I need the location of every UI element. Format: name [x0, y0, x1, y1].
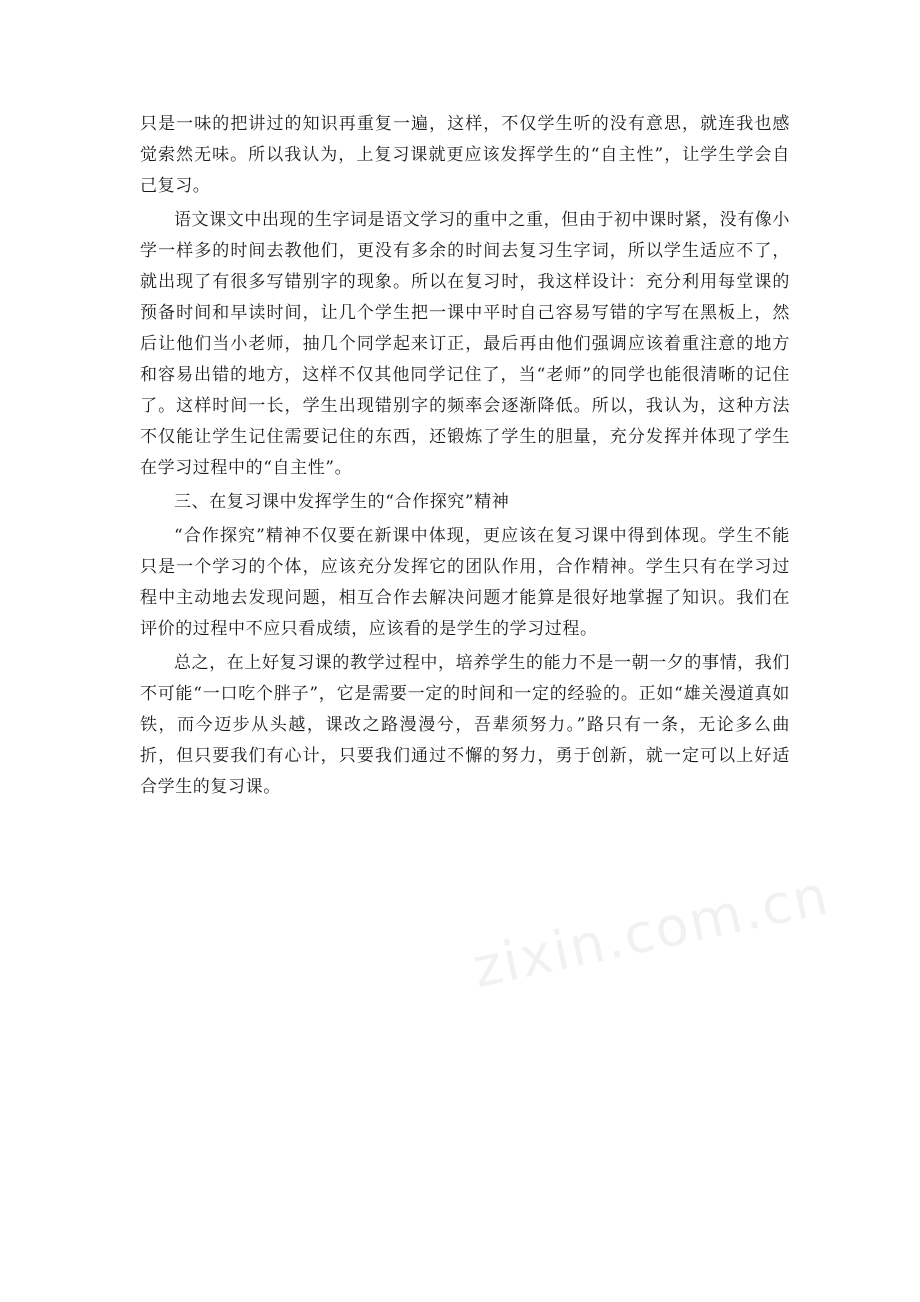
watermark: zixin.com.cn	[467, 863, 835, 1000]
paragraph-vocabulary: 语文课文中出现的生字词是语文学习的重中之重，但由于初中课时紧，没有像小学一样多的时间去教他们，更没有多余的时间去复习生字词，所以学生适应不了，就出现了有很多写错别字的现象。所以在复习时，我这样设计：充分利用每堂课的预备时间和早读时间，让几个学生把一课中平时自己容易写错的字写在黑板上，然后让他们当小老师，抽几个同学起来订正，最后再由他们强调应该着重注意的地方和容易出错的地方，这样不仅其他同学记住了，当“老师”的同学也能很清晰的记住了。这样时间一长，学生出现错别字的频率会逐渐降低。所以，我认为，这种方法不仅能让学生记住需要记住的东西，还锻炼了学生的胆量，充分发挥并体现了学生在学习过程中的“自主性”。	[140, 210, 790, 478]
section-heading: 三、在复习课中发挥学生的“合作探究”精神	[174, 492, 510, 512]
paragraph-conclusion: 总之，在上好复习课的教学过程中，培养学生的能力不是一朝一夕的事情，我们不可能“一口吃个胖子”，它是需要一定的时间和一定的经验的。正如“雄关漫道真如铁，而今迈步从头越，课改之路漫漫兮，吾辈须努力。”路只有一条，无论多么曲折，但只要我们有心计，只要我们通过不懈的努力，勇于创新，就一定可以上好适合学生的复习课。	[140, 653, 790, 797]
paragraph-cooperation: “合作探究”精神不仅要在新课中体现，更应该在复习课中得到体现。学生不能只是一个学习的个体，应该充分发挥它的团队作用，合作精神。学生只有在学习过程中主动地去发现问题，相互合作去解决问题才能算是很好地掌握了知识。我们在评价的过程中不应只看成绩，应该看的是学生的学习过程。	[140, 526, 790, 639]
document-body	[140, 109, 790, 806]
paragraph-continued: 只是一味的把讲过的知识再重复一遍，这样，不仅学生听的没有意思，就连我也感觉索然无味。所以我认为，上复习课就更应该发挥学生的“自主性”，让学生学会自己复习。	[140, 114, 790, 196]
